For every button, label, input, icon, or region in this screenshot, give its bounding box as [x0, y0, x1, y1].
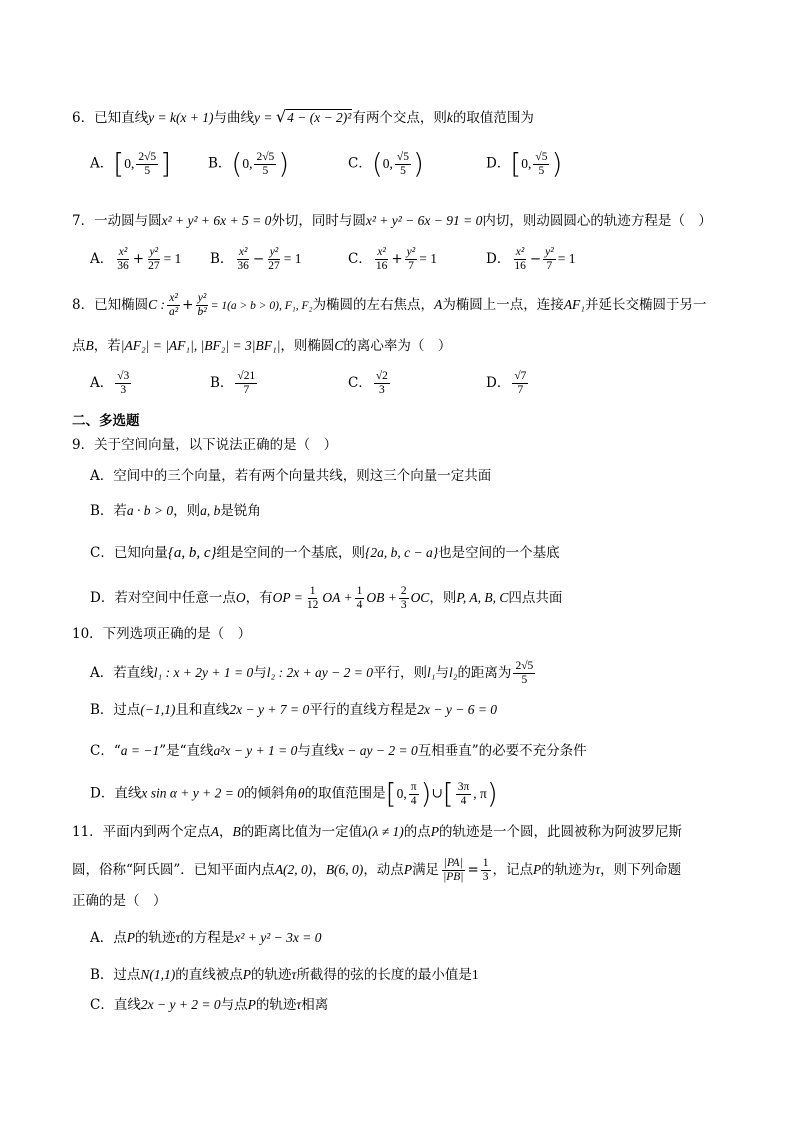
text-fragment: 8．已知椭圆 [72, 297, 149, 313]
text-fragment: x² [515, 246, 525, 258]
text-fragment: √7 [514, 370, 527, 382]
text-fragment: √5 [396, 150, 409, 163]
text-fragment: 0, [382, 156, 393, 171]
text-fragment: 1 [471, 967, 479, 982]
text-fragment: ∪ [431, 785, 443, 802]
text-fragment: x² [118, 246, 128, 258]
q10-option-b [90, 700, 497, 720]
text-fragment: ，记点 [492, 862, 533, 878]
text-fragment: 3 [379, 384, 385, 396]
q10-option-a [90, 660, 537, 687]
text-fragment: x − ay − 2 = 0 [337, 743, 418, 758]
text-fragment: 的离心率为（ ） [343, 338, 452, 354]
text-fragment: 的直线被点 [175, 967, 243, 983]
text-fragment: y² [197, 292, 207, 304]
text-fragment: 36 [237, 260, 249, 272]
fraction [543, 246, 556, 273]
text-fragment: ) [551, 147, 563, 180]
fraction [266, 246, 282, 273]
text-fragment: 7 [243, 384, 250, 396]
text-fragment: OC [410, 590, 430, 605]
text-fragment: π [410, 780, 417, 793]
text-fragment: ，动点 [363, 862, 404, 878]
bracket [371, 147, 424, 180]
text-fragment: 点 [72, 338, 86, 354]
q6-option-b [208, 147, 290, 180]
text-fragment: |PA| [443, 857, 463, 869]
text-fragment: [ [113, 147, 125, 180]
text-fragment: ( [231, 147, 243, 180]
q6-var-k: k [446, 110, 453, 125]
text-fragment: λ(λ ≠ 1) [362, 824, 404, 839]
fraction [374, 246, 390, 273]
text-fragment: ，则下列命题 [600, 862, 682, 878]
q6-option-c [348, 147, 424, 180]
text-fragment: A [434, 297, 443, 312]
text-fragment: l₁ [427, 665, 436, 680]
q7-stem [72, 211, 712, 231]
text-fragment: 的轨迹为 [541, 862, 596, 878]
text-fragment: 2x − y + 2 = 0 [140, 997, 221, 1012]
bracket: [ [385, 777, 397, 810]
q6-line-eq: y = k(x + 1) [148, 110, 214, 125]
text-fragment: √2 [375, 370, 388, 382]
fraction [115, 370, 131, 397]
q6-option-d [486, 147, 563, 180]
text-fragment: 12 [306, 599, 319, 611]
text-fragment: 且和直线 [175, 702, 230, 718]
text-fragment: 并延长交椭圆于另一 [585, 297, 707, 313]
text-fragment: 16 [375, 260, 388, 272]
text-fragment: 5 [538, 164, 545, 177]
fraction [405, 246, 418, 273]
fraction [533, 151, 549, 178]
text-fragment: C． [348, 251, 372, 267]
text-fragment: = [467, 862, 479, 878]
text-fragment: 的取值范围是 [304, 785, 386, 802]
text-fragment: − [529, 251, 542, 267]
bracket [113, 147, 172, 180]
text-fragment: B [232, 824, 241, 839]
text-fragment: B． [210, 251, 234, 267]
text-fragment: P [533, 862, 542, 877]
text-fragment: C． [348, 375, 372, 391]
text-fragment: 的倾斜角 [243, 785, 298, 802]
text-fragment: 外切，同时与圆 [271, 213, 366, 229]
text-fragment: l₂ : 2x + ay − 2 = 0 [266, 665, 374, 680]
text-fragment: = 1 [163, 251, 182, 266]
text-fragment: 的距离为 [457, 665, 512, 681]
q11-stem-line3: 正确的是（ ） [72, 893, 167, 909]
text-fragment: ”是“直线 [159, 743, 214, 759]
text-fragment: 11．平面内到两个定点 [72, 824, 211, 840]
text-fragment: 1 [309, 585, 316, 597]
text-fragment: B [85, 338, 94, 353]
q9-option-c [90, 543, 560, 563]
text-fragment: √5 [535, 150, 548, 163]
q8-option-b [210, 370, 259, 397]
text-fragment: ，若 [93, 338, 121, 354]
text-fragment: C． [348, 155, 372, 172]
text-fragment: τ [595, 862, 601, 877]
q11-option-b [90, 965, 479, 985]
q7-option-d [486, 246, 575, 273]
text-fragment: = 1 [283, 251, 302, 266]
bracket [510, 147, 563, 180]
text-fragment: AF₁ [563, 297, 585, 312]
text-fragment: A(2, 0) [274, 862, 313, 877]
text-fragment: 与 [435, 665, 449, 681]
section-heading-multiple-choice: 二、多选题 [72, 413, 140, 429]
text-fragment: 4 [410, 794, 417, 807]
text-fragment: D． [486, 251, 511, 267]
text-fragment: x² + y² − 3x = 0 [234, 930, 322, 945]
text-fragment: a²x − y + 1 = 0 [213, 743, 298, 758]
text-fragment: y² [149, 246, 159, 258]
text-fragment: 2√5 [515, 660, 534, 672]
fraction [235, 370, 257, 397]
text-fragment: P [403, 862, 413, 877]
text-fragment: x² [169, 292, 178, 304]
text-fragment: l₁ : x + 2y + 1 = 0 [153, 665, 254, 680]
text-fragment: 与点 [220, 997, 248, 1013]
text-fragment: 的轨迹是一个圆，此圆被称为阿波罗尼斯 [439, 824, 683, 840]
text-fragment: + [182, 297, 194, 313]
q7-option-c [348, 246, 437, 273]
text-fragment: OA + [322, 590, 353, 605]
text-fragment: x² + y² + 6x + 5 = 0 [161, 213, 272, 228]
bracket: ) [486, 777, 498, 810]
text-fragment: C．直线 [90, 997, 141, 1013]
text-fragment: 的轨迹 [255, 997, 297, 1013]
text-fragment: P [126, 930, 135, 945]
text-fragment: l₂ [448, 665, 458, 680]
q10-option-d [90, 777, 498, 810]
fraction [355, 585, 365, 612]
q9-stem: 9．关于空间向量，以下说法正确的是（ ） [72, 437, 338, 453]
text-fragment: D． [486, 375, 511, 391]
q6-curve-eq: y = [254, 110, 276, 125]
text-fragment: 0, [521, 156, 532, 171]
q7-option-b [210, 246, 301, 273]
text-fragment: 的轨迹 [135, 930, 176, 946]
fraction [136, 151, 158, 178]
text-fragment: |PB| [443, 871, 464, 883]
text-fragment: 2√5 [138, 150, 157, 163]
text-fragment: D． [486, 155, 511, 172]
q11-option-a [90, 928, 322, 948]
text-fragment: 所截得的弦的长度的最小值是 [296, 967, 472, 983]
text-fragment: x sin α + y + 2 = 0 [141, 785, 244, 801]
text-fragment: ) [278, 147, 290, 180]
text-fragment: 满足 [412, 862, 440, 878]
text-fragment: 0, [124, 156, 135, 171]
text-fragment: ， [218, 824, 233, 840]
text-fragment: 4 [356, 599, 363, 611]
text-fragment: B(6, 0) [325, 862, 364, 877]
text-fragment: 为椭圆的左右焦点， [312, 297, 435, 313]
text-fragment: |AF₂| = |AF₁|, |BF₂| = 3|BF₁| [120, 338, 281, 353]
q6-text: 与曲线 [213, 110, 255, 126]
q11-stem-line2 [72, 857, 681, 884]
text-fragment: P [242, 967, 252, 982]
text-fragment: [ [510, 147, 522, 180]
text-fragment: D．若对空间中任意一点 [90, 590, 236, 606]
text-fragment: O [235, 590, 246, 605]
bracket [442, 777, 498, 810]
q6-text: 6．已知直线 [72, 110, 149, 126]
text-fragment: 相离 [301, 997, 329, 1013]
text-fragment: ，有 [245, 590, 273, 606]
text-fragment: x² + y² − 6x − 91 = 0 [365, 213, 483, 228]
text-fragment: 3 [120, 384, 127, 396]
fraction [513, 660, 535, 687]
text-fragment: 7 [408, 260, 414, 272]
text-fragment: 2x − y + 7 = 0 [229, 702, 310, 717]
q6-text: 的取值范围为 [452, 110, 534, 126]
q6-curve-radicand: 4 − (x − 2)² [287, 110, 352, 125]
text-fragment: N(1,1) [140, 967, 176, 982]
fraction [115, 246, 131, 273]
text-fragment: 内切，则动圆圆心的轨迹方程是（ ） [482, 213, 712, 229]
text-fragment: = 1(a > b > 0), F₁, F₂ [210, 300, 313, 312]
text-fragment: 的点 [403, 824, 431, 840]
text-fragment: 3 [400, 599, 407, 611]
fraction [456, 781, 472, 808]
text-fragment: 27 [148, 260, 160, 272]
text-fragment: 平行的直线方程是 [309, 702, 418, 718]
text-fragment: {a, b, c} [167, 545, 217, 561]
q10-option-c [90, 741, 587, 761]
text-fragment: a, b [200, 503, 221, 518]
text-fragment: a = −1 [120, 743, 160, 758]
text-fragment: b² [197, 306, 207, 318]
text-fragment: 1 [356, 585, 363, 597]
text-fragment: 36 [117, 260, 129, 272]
fraction [481, 857, 491, 884]
text-fragment: y² [406, 246, 416, 258]
text-fragment: 圆，俗称“阿氏圆”．已知平面内点 [72, 862, 275, 878]
text-fragment: 组是空间的一个基底，则 [216, 545, 365, 561]
fraction [305, 585, 321, 612]
text-fragment: τ [291, 967, 297, 982]
fraction [146, 246, 162, 273]
text-fragment: 5 [521, 674, 528, 686]
fraction [399, 585, 409, 612]
fraction [512, 370, 528, 397]
text-fragment: 的方程是 [180, 930, 235, 946]
text-fragment: 与直线 [297, 743, 338, 759]
text-fragment: 2x − y − 6 = 0 [417, 702, 498, 717]
bracket: [ [442, 777, 454, 810]
q6-stem: 6．已知直线y = k(x + 1)与曲线y = √4 − (x − 2)²有两个交点，则k的取值范围为 [72, 107, 534, 126]
q7-option-a [90, 246, 181, 273]
q9-option-b [90, 501, 261, 521]
text-fragment: a · b > 0 [126, 503, 174, 518]
q9-option-d [90, 585, 562, 612]
text-fragment: OP = [272, 590, 303, 605]
text-fragment: = 1 [557, 251, 576, 266]
text-fragment: D．直线 [90, 785, 142, 802]
text-fragment: 27 [268, 260, 280, 272]
text-fragment: 16 [514, 260, 526, 272]
text-fragment: 4 [460, 794, 467, 807]
text-fragment: τ [296, 997, 302, 1012]
text-fragment: 0, [396, 786, 407, 801]
text-fragment: a² [168, 306, 179, 318]
fraction [254, 151, 276, 178]
text-fragment: ，则 [429, 590, 457, 606]
q11-option-c [90, 995, 328, 1015]
text-fragment: 为椭圆上一点，连接 [442, 297, 564, 313]
text-fragment: A [210, 824, 219, 839]
q10-stem: 10．下列选项正确的是（ ） [72, 626, 252, 642]
fraction [441, 857, 465, 884]
text-fragment: 的轨迹 [251, 967, 292, 983]
text-fragment: √3 [117, 370, 130, 382]
text-fragment: , π [473, 786, 487, 801]
text-fragment: C [334, 338, 344, 353]
text-fragment: {2a, b, c − a} [365, 545, 439, 560]
text-fragment: 四点共面 [508, 590, 563, 606]
text-fragment: B． [208, 155, 232, 172]
text-fragment: 互相垂直”的必要不充分条件 [417, 743, 587, 759]
text-fragment: 2 [400, 585, 407, 597]
text-fragment: A．若直线 [90, 665, 154, 681]
text-fragment: 也是空间的一个基底 [438, 545, 560, 561]
text-fragment: 7 [517, 384, 524, 396]
text-fragment: ， [312, 862, 326, 878]
q8-option-a [90, 370, 133, 397]
text-fragment: 2√5 [256, 150, 275, 163]
fraction [374, 370, 390, 397]
bracket: ) [420, 777, 432, 810]
fraction [235, 246, 251, 273]
text-fragment: 0, [242, 156, 253, 171]
text-fragment: B．若 [90, 503, 127, 519]
text-fragment: A． [90, 251, 114, 267]
fraction [195, 292, 208, 319]
text-fragment: √21 [237, 370, 256, 382]
text-fragment: τ [175, 930, 181, 945]
text-fragment: ，则 [173, 503, 201, 519]
text-fragment: C．已知向量 [90, 545, 168, 561]
text-fragment: B．过点 [90, 967, 141, 983]
text-fragment: A．点 [90, 930, 127, 946]
text-fragment: + [132, 251, 145, 267]
q8-option-c [348, 370, 392, 397]
text-fragment: OB + [366, 590, 397, 605]
text-fragment: C : [148, 297, 165, 312]
q8-option-d [486, 370, 530, 397]
text-fragment: A． [90, 375, 114, 391]
text-fragment: 3π [457, 780, 470, 793]
text-fragment: 5 [400, 164, 406, 177]
text-fragment: = 1 [419, 251, 437, 266]
text-fragment: B．过点 [90, 702, 141, 718]
text-fragment: ] [160, 147, 172, 180]
text-fragment: 7 [546, 260, 553, 272]
text-fragment: P [430, 824, 440, 839]
fraction [512, 246, 528, 273]
text-fragment: − [252, 251, 265, 267]
fraction [395, 151, 411, 178]
text-fragment: 1 [482, 857, 489, 869]
bracket [231, 147, 290, 180]
text-fragment: + [391, 251, 403, 267]
q9-option-a: A．空间中的三个向量，若有两个向量共线，则这三个向量一定共面 [90, 468, 492, 484]
text-fragment: 3 [482, 871, 489, 883]
text-fragment: θ [297, 785, 305, 801]
q11-stem-line1 [72, 822, 682, 842]
text-fragment: 与 [253, 665, 267, 681]
q6-text: 有两个交点，则 [352, 110, 447, 126]
fraction [409, 781, 419, 808]
text-fragment: 5 [262, 164, 269, 177]
text-fragment: ( [371, 147, 383, 180]
text-fragment: 的距离比值为一定值 [240, 824, 363, 840]
text-fragment: P [247, 997, 256, 1012]
text-fragment: x² [377, 246, 386, 258]
text-fragment: (−1,1) [140, 702, 176, 717]
text-fragment: y² [545, 246, 554, 258]
text-fragment: x² [238, 246, 248, 258]
q6-option-a [90, 147, 172, 180]
text-fragment: 平行，则 [373, 665, 428, 681]
text-fragment: P, A, B, C [456, 590, 509, 605]
text-fragment: 是锐角 [220, 503, 261, 519]
q8-stem-line1 [72, 292, 707, 319]
text-fragment: y² [269, 246, 279, 258]
fraction [167, 292, 180, 319]
text-fragment: B． [210, 375, 234, 391]
q8-stem-line2 [72, 336, 451, 356]
text-fragment: C．“ [90, 743, 121, 759]
text-fragment: 5 [144, 164, 151, 177]
text-fragment: A． [90, 155, 114, 172]
bracket [385, 777, 432, 810]
text-fragment: ) [412, 147, 424, 180]
text-fragment: 7．一动圆与圆 [72, 213, 162, 229]
text-fragment: ，则椭圆 [280, 338, 335, 354]
